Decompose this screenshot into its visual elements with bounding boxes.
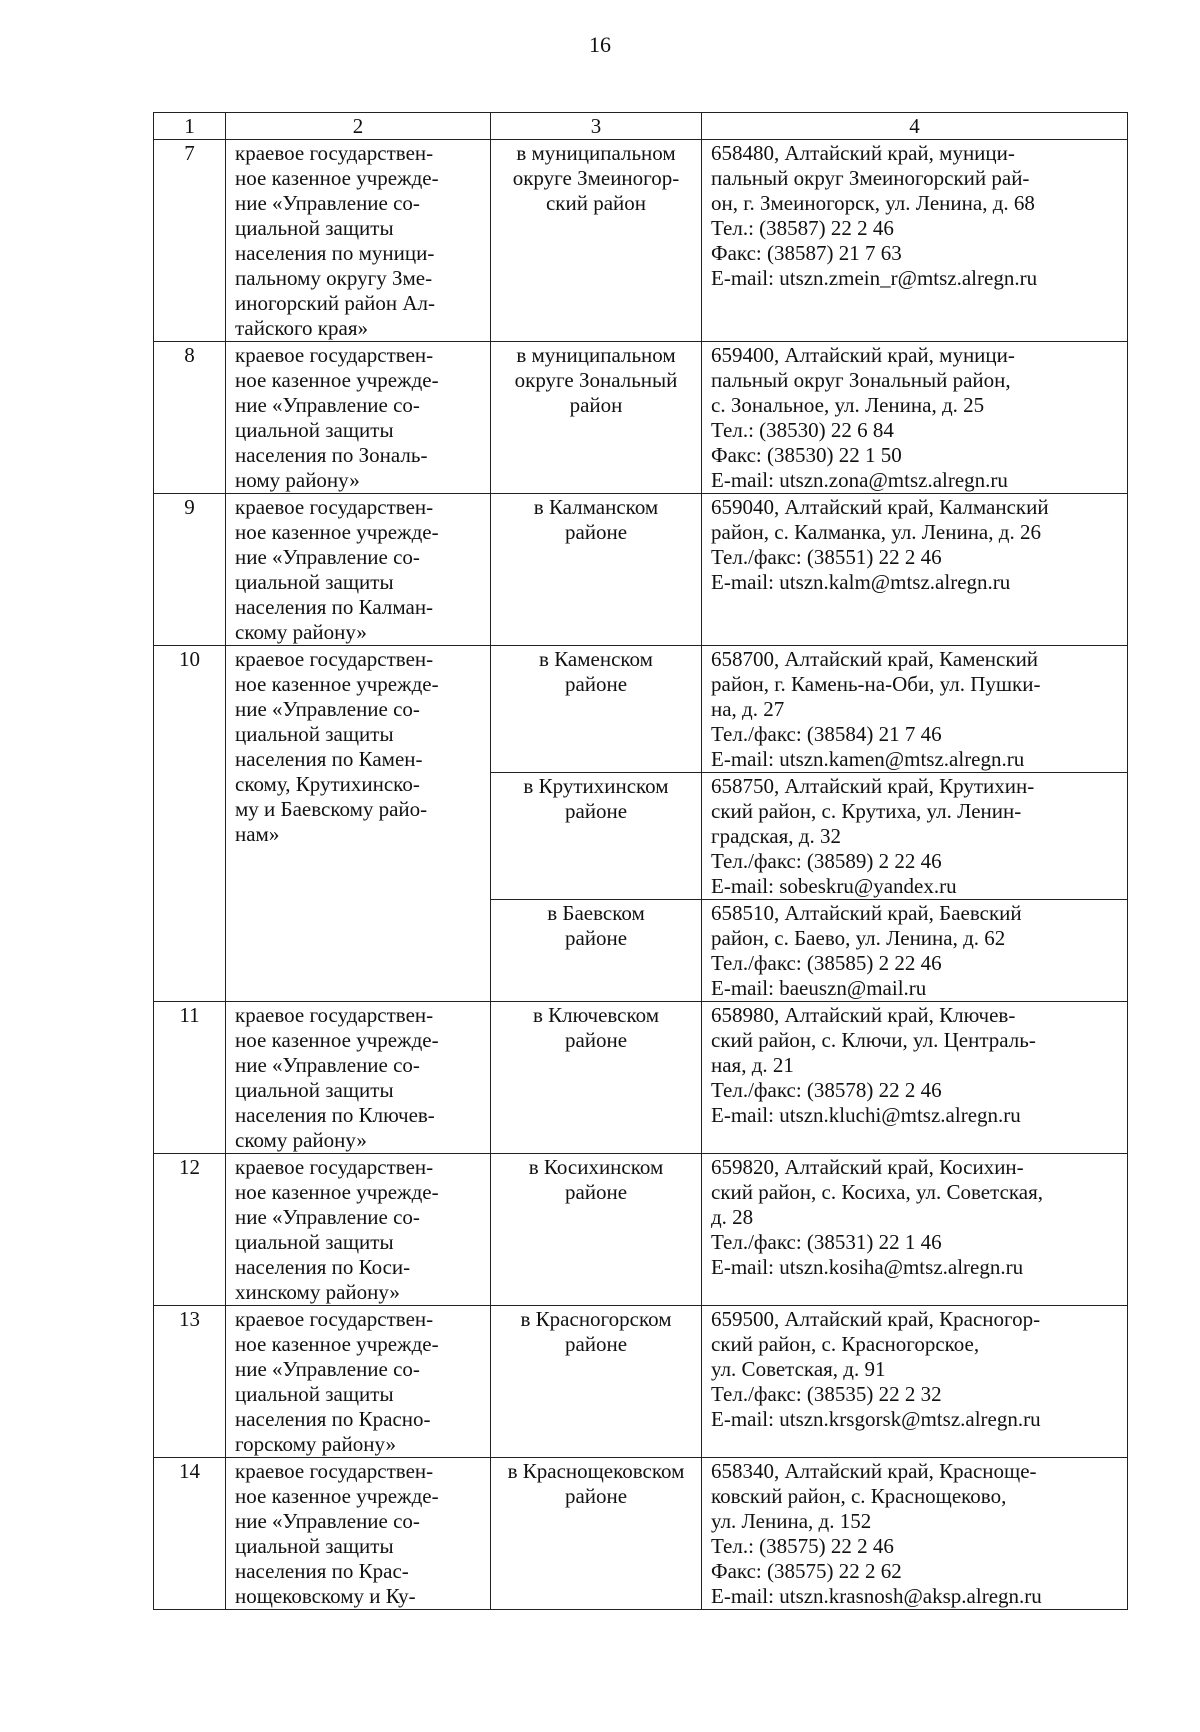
text-line: E-mail: utszn.krasnosh@aksp.alregn.ru	[711, 1584, 1042, 1608]
text-line: населения по Калман-	[235, 595, 434, 619]
text-line: в Крутихинском	[523, 774, 669, 798]
text-line: в Калманском	[533, 495, 659, 519]
text-line: скому району»	[235, 620, 367, 644]
text-line: 658980, Алтайский край, Ключев-	[711, 1003, 1016, 1027]
text-line: Факс: (38530) 22 1 50	[711, 443, 902, 467]
text-line: районе	[564, 1332, 628, 1356]
text-line: ние «Управление со-	[235, 1053, 420, 1077]
text-line: населения по Зональ-	[235, 443, 428, 467]
text-line: ул. Ленина, д. 152	[711, 1509, 872, 1533]
district-cell	[491, 900, 702, 1002]
text-line: в Баевском	[547, 901, 645, 925]
text-line: ние «Управление со-	[235, 191, 420, 215]
text-line: E-mail: utszn.kluchi@mtsz.alregn.ru	[711, 1103, 1021, 1127]
text-line: циальной защиты	[235, 1534, 394, 1558]
text-line: районе	[564, 672, 628, 696]
text-line: Тел./факс: (38531) 22 1 46	[711, 1230, 942, 1254]
table-row	[154, 494, 1128, 646]
contact-cell	[702, 494, 1128, 646]
text-line: ному району»	[235, 468, 360, 492]
text-line: населения по Коси-	[235, 1255, 411, 1279]
organization-cell	[226, 1306, 491, 1458]
table-row	[154, 1306, 1128, 1458]
district-cell	[491, 646, 702, 773]
text-line: район, с. Баево, ул. Ленина, д. 62	[711, 926, 1006, 950]
text-line: ное казенное учрежде-	[235, 166, 439, 190]
text-line: ное казенное учрежде-	[235, 520, 439, 544]
text-line: Тел./факс: (38589) 2 22 46	[711, 849, 942, 873]
text-line: пальный округ Змеиногорский рай-	[711, 166, 1030, 190]
text-line: Тел./факс: (38585) 2 22 46	[711, 951, 942, 975]
district-cell	[491, 1154, 702, 1306]
text-line: циальной защиты	[235, 1382, 394, 1406]
text-line: краевое государствен-	[235, 1459, 434, 1483]
text-line: в Красногорском	[520, 1307, 672, 1331]
text-line: ние «Управление со-	[235, 393, 420, 417]
text-line: ковский район, с. Краснощеково,	[711, 1484, 1007, 1508]
contact-cell	[702, 773, 1128, 900]
text-line: район, с. Калманка, ул. Ленина, д. 26	[711, 520, 1041, 544]
text-line: E-mail: utszn.zona@mtsz.alregn.ru	[711, 468, 1008, 492]
text-line: он, г. Змеиногорск, ул. Ленина, д. 68	[711, 191, 1035, 215]
text-line: циальной защиты	[235, 418, 394, 442]
text-line: ский район	[545, 191, 647, 215]
text-line: Тел.: (38530) 22 6 84	[711, 418, 894, 442]
text-line: E-mail: utszn.krsgorsk@mtsz.alregn.ru	[711, 1407, 1041, 1431]
text-line: Тел./факс: (38578) 22 2 46	[711, 1078, 942, 1102]
row-number: 13	[154, 1306, 226, 1458]
text-line: 659820, Алтайский край, Косихин-	[711, 1155, 1024, 1179]
text-line: краевое государствен-	[235, 647, 434, 671]
row-number: 7	[154, 140, 226, 342]
text-line: районе	[564, 1180, 628, 1204]
organization-cell	[226, 1458, 491, 1610]
organization-cell	[226, 494, 491, 646]
text-line: тайского края»	[235, 316, 368, 340]
text-line: район, г. Камень-на-Оби, ул. Пушки-	[711, 672, 1041, 696]
table-row	[154, 1154, 1128, 1306]
text-line: Тел./факс: (38584) 21 7 46	[711, 722, 942, 746]
text-line: ное казенное учрежде-	[235, 1180, 439, 1204]
text-line: горскому району»	[235, 1432, 397, 1456]
text-line: 658510, Алтайский край, Баевский	[711, 901, 1022, 925]
text-line: 658750, Алтайский край, Крутихин-	[711, 774, 1035, 798]
contact-cell	[702, 1154, 1128, 1306]
text-line: скому, Крутихинско-	[235, 772, 420, 796]
text-line: ский район, с. Косиха, ул. Советская,	[711, 1180, 1044, 1204]
table-row	[154, 646, 1128, 773]
table-header-row	[154, 113, 1128, 140]
text-line: нам»	[235, 822, 280, 846]
table-row	[154, 1002, 1128, 1154]
text-line: циальной защиты	[235, 1230, 394, 1254]
text-line: Факс: (38587) 21 7 63	[711, 241, 902, 265]
district-cell	[491, 1458, 702, 1610]
district-cell	[491, 140, 702, 342]
column-number-2: 2	[226, 113, 491, 140]
text-line: пальному округу Зме-	[235, 266, 433, 290]
column-number-1: 1	[154, 113, 226, 140]
contact-cell	[702, 646, 1128, 773]
text-line: циальной защиты	[235, 216, 394, 240]
district-cell	[491, 342, 702, 494]
text-line: районе	[564, 1484, 628, 1508]
text-line: районе	[564, 520, 628, 544]
text-line: на, д. 27	[711, 697, 785, 721]
row-number: 9	[154, 494, 226, 646]
text-line: циальной защиты	[235, 722, 394, 746]
text-line: населения по Камен-	[235, 747, 423, 771]
text-line: в муниципальном	[516, 343, 676, 367]
contact-cell	[702, 342, 1128, 494]
row-number: 10	[154, 646, 226, 1002]
text-line: д. 28	[711, 1205, 754, 1229]
table-row	[154, 140, 1128, 342]
text-line: населения по Красно-	[235, 1407, 431, 1431]
district-cell	[491, 773, 702, 900]
row-number: 8	[154, 342, 226, 494]
text-line: E-mail: utszn.kosiha@mtsz.alregn.ru	[711, 1255, 1024, 1279]
text-line: пальный округ Зональный район,	[711, 368, 1011, 392]
contact-cell	[702, 1002, 1128, 1154]
text-line: населения по муници-	[235, 241, 435, 265]
text-line: краевое государствен-	[235, 141, 434, 165]
organization-cell	[226, 342, 491, 494]
text-line: ние «Управление со-	[235, 1357, 420, 1381]
text-line: градская, д. 32	[711, 824, 841, 848]
district-cell	[491, 494, 702, 646]
text-line: ский район, с. Крутиха, ул. Ленин-	[711, 799, 1022, 823]
text-line: в Косихинском	[528, 1155, 664, 1179]
row-number: 14	[154, 1458, 226, 1610]
column-number-3: 3	[491, 113, 702, 140]
text-line: Факс: (38575) 22 2 62	[711, 1559, 902, 1583]
text-line: E-mail: sobeskru@yandex.ru	[711, 874, 957, 898]
row-number: 12	[154, 1154, 226, 1306]
district-cell	[491, 1002, 702, 1154]
text-line: ский район, с. Красногорское,	[711, 1332, 980, 1356]
text-line: ное казенное учрежде-	[235, 368, 439, 392]
text-line: циальной защиты	[235, 1078, 394, 1102]
text-line: ул. Советская, д. 91	[711, 1357, 886, 1381]
text-line: краевое государствен-	[235, 343, 434, 367]
contact-cell	[702, 900, 1128, 1002]
text-line: ное казенное учрежде-	[235, 1484, 439, 1508]
text-line: ние «Управление со-	[235, 1205, 420, 1229]
text-line: ное казенное учрежде-	[235, 1332, 439, 1356]
column-number-4: 4	[702, 113, 1128, 140]
organization-cell	[226, 140, 491, 342]
text-line: район	[569, 393, 623, 417]
text-line: E-mail: utszn.kamen@mtsz.alregn.ru	[711, 747, 1025, 771]
text-line: краевое государствен-	[235, 1003, 434, 1027]
text-line: ние «Управление со-	[235, 545, 420, 569]
page-number: 16	[589, 32, 611, 57]
text-line: Тел.: (38587) 22 2 46	[711, 216, 894, 240]
district-cell	[491, 1306, 702, 1458]
text-line: Тел./факс: (38551) 22 2 46	[711, 545, 942, 569]
text-line: Тел.: (38575) 22 2 46	[711, 1534, 894, 1558]
text-line: ное казенное учрежде-	[235, 672, 439, 696]
text-line: районе	[564, 926, 628, 950]
text-line: хинскому району»	[235, 1280, 400, 1304]
text-line: краевое государствен-	[235, 495, 434, 519]
text-line: 659400, Алтайский край, муници-	[711, 343, 1015, 367]
text-line: 659040, Алтайский край, Калманский	[711, 495, 1049, 519]
text-line: в муниципальном	[516, 141, 676, 165]
text-line: 658340, Алтайский край, Краснощe-	[711, 1459, 1037, 1483]
text-line: с. Зональное, ул. Ленина, д. 25	[711, 393, 985, 417]
table-row	[154, 342, 1128, 494]
text-line: районе	[564, 799, 628, 823]
text-line: ние «Управление со-	[235, 1509, 420, 1533]
text-line: населения по Ключев-	[235, 1103, 435, 1127]
organization-cell	[226, 646, 491, 1002]
row-number: 11	[154, 1002, 226, 1154]
text-line: в Каменском	[539, 647, 653, 671]
text-line: в Ключевском	[532, 1003, 660, 1027]
text-line: округе Змеиногор-	[512, 166, 680, 190]
organization-cell	[226, 1154, 491, 1306]
table-row	[154, 1458, 1128, 1610]
text-line: ная, д. 21	[711, 1053, 794, 1077]
text-line: E-mail: baeuszn@mail.ru	[711, 976, 927, 1000]
text-line: циальной защиты	[235, 570, 394, 594]
text-line: скому району»	[235, 1128, 367, 1152]
text-line: ский район, с. Ключи, ул. Централь-	[711, 1028, 1036, 1052]
contact-cell	[702, 1458, 1128, 1610]
text-line: районе	[564, 1028, 628, 1052]
text-line: округе Зональный	[514, 368, 678, 392]
offices-table	[153, 112, 1128, 1610]
text-line: E-mail: utszn.kalm@mtsz.alregn.ru	[711, 570, 1011, 594]
contact-cell	[702, 1306, 1128, 1458]
text-line: E-mail: utszn.zmein_r@mtsz.alregn.ru	[711, 266, 1038, 290]
text-line: Тел./факс: (38535) 22 2 32	[711, 1382, 942, 1406]
contact-cell	[702, 140, 1128, 342]
text-line: краевое государствен-	[235, 1307, 434, 1331]
text-line: иногорский район Ал-	[235, 291, 436, 315]
text-line: в Краснощековском	[507, 1459, 685, 1483]
text-line: 658480, Алтайский край, муници-	[711, 141, 1015, 165]
text-line: краевое государствен-	[235, 1155, 434, 1179]
text-line: ное казенное учрежде-	[235, 1028, 439, 1052]
text-line: 659500, Алтайский край, Красногор-	[711, 1307, 1041, 1331]
text-line: населения по Крас-	[235, 1559, 409, 1583]
text-line: 658700, Алтайский край, Каменский	[711, 647, 1039, 671]
text-line: му и Баевскому райо-	[235, 797, 428, 821]
organization-cell	[226, 1002, 491, 1154]
text-line: ние «Управление со-	[235, 697, 420, 721]
text-line: нощековскому и Ку-	[235, 1584, 416, 1608]
